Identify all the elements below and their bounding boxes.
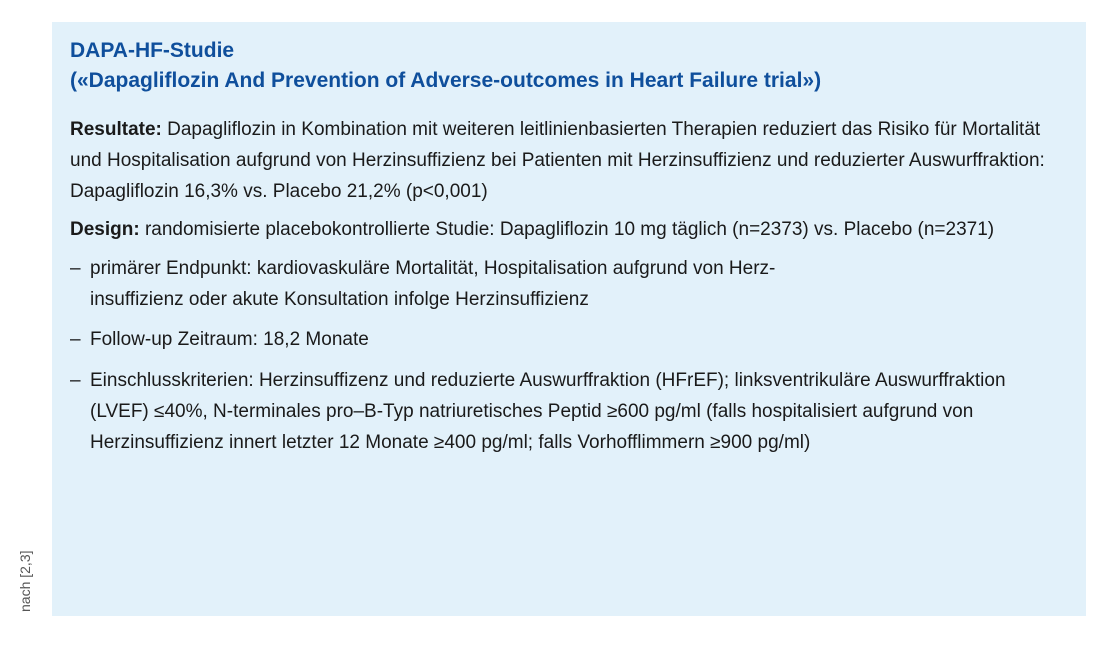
study-title-fullname: («Dapagliflozin And Prevention of Adverse-outcomes in Heart Failure trial») (70, 69, 822, 92)
bullet-text-inclusion: Einschlusskriterien: Herzinsuffizenz und reduzierte Auswurffraktion (HFrEF); linksventrikuläre Auswurffraktion (LVEF) ≤40%, N-terminales pro–B-Typ natriuretisches Peptid ≥600 pg/ml (falls hospitalisiert aufgrund von Herzinsuffizienz innert letzter 12 Monate ≥400 pg/ml; falls Vorhofflimmern ≥900 pg/ml) (90, 370, 1006, 453)
study-info-box (52, 22, 1086, 616)
bullet-dash: – (70, 258, 81, 279)
design-label: Design: (70, 219, 140, 240)
design-bullet-list (70, 253, 1066, 458)
bullet-item-endpoint (70, 253, 1066, 315)
bullet-dash: – (70, 370, 81, 391)
bullet-text-endpoint: primärer Endpunkt: kardiovaskuläre Mortalität, Hospitalisation aufgrund von Herz- insuffizienz oder akute Konsultation infolge Herzinsuffizienz (90, 258, 776, 310)
bullet-item-followup (70, 324, 1066, 355)
design-paragraph (70, 214, 1066, 245)
results-label: Resultate: (70, 119, 162, 140)
bullet-item-inclusion (70, 365, 1066, 458)
source-note: nach [2,3] (17, 550, 33, 612)
design-text: randomisierte placebokontrollierte Studie: Dapagliflozin 10 mg täglich (n=2373) vs. Placebo (n=2371) (139, 219, 995, 240)
bullet-text-followup: Follow-up Zeitraum: 18,2 Monate (90, 329, 369, 350)
results-paragraph (70, 114, 1066, 207)
study-title-name: DAPA-HF-Studie (70, 39, 235, 62)
results-text: Dapagliflozin in Kombination mit weiteren leitlinienbasierten Therapien reduziert das Risiko für Mortalität und Hospitalisation aufgrund von Herzinsuffizienz bei Patienten mit Herzinsuffizienz und reduzierter Auswurffraktion: Dapagliflozin 16,3% vs. Placebo 21,2% (p<0,001) (70, 119, 1045, 202)
bullet-dash: – (70, 329, 81, 350)
study-title (70, 36, 1066, 96)
